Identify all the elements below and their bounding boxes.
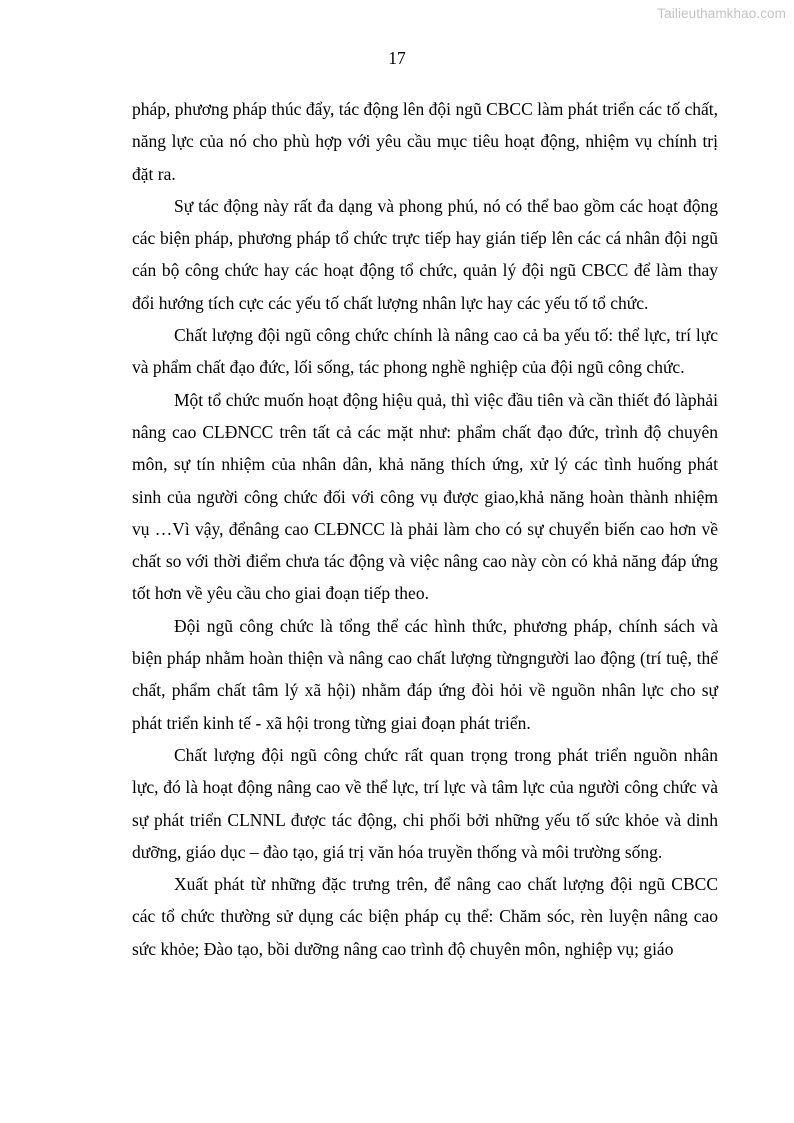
- watermark: Tailieuthamkhao.com: [657, 6, 786, 21]
- paragraph-7: Xuất phát từ những đặc trưng trên, để nâng cao chất lượng đội ngũ CBCC các tổ chức thường sử dụng các biện pháp cụ thể: Chăm sóc, rèn luyện nâng cao sức khỏe; Đào tạo, bồi dưỡng nâng cao trình độ chuyên môn, nghiệp vụ; giáo: [132, 874, 718, 959]
- page-number: 17: [388, 48, 406, 68]
- paragraph-2: Sự tác động này rất đa dạng và phong phú, nó có thể bao gồm các hoạt động các biện pháp, phương pháp tổ chức trực tiếp hay gián tiếp lên các cá nhân đội ngũ cán bộ công chức hay các hoạt động tổ chức, quản lý đội ngũ CBCC để làm thay đổi hướng tích cực các yếu tố chất lượng nhân lực hay các yếu tố tổ chức.: [132, 195, 718, 313]
- paragraph-4: Một tổ chức muốn hoạt động hiệu quả, thì việc đầu tiên và cần thiết đó làphải nâng cao CLĐNCC trên tất cả các mặt như: phẩm chất đạo đức, trình độ chuyên môn, sự tín nhiệm của nhân dân, khả năng thích ứng, xử lý các tình huống phát sinh của người công chức đối với công vụ được giao,khả năng hoàn thành nhiệm vụ …Vì vậy, đểnâng cao CLĐNCC là phải làm cho có sự chuyển biến cao hơn về chất so với thời điểm chưa tác động và việc nâng cao này còn có khả năng đáp ứng tốt hơn về yêu cầu cho giai đoạn tiếp theo.: [132, 389, 718, 604]
- document-body: [132, 93, 718, 965]
- paragraph-5: Đội ngũ công chức là tổng thể các hình thức, phương pháp, chính sách và biện pháp nhằm hoàn thiện và nâng cao chất lượng từngngười lao động (trí tuệ, thể chất, phẩm chất tâm lý xã hội) nhằm đáp ứng đòi hỏi về nguồn nhân lực cho sự phát triển kinh tế - xã hội trong từng giai đoạn phát triển.: [132, 615, 718, 733]
- paragraph-3: Chất lượng đội ngũ công chức chính là nâng cao cả ba yếu tố: thể lực, trí lực và phẩm chất đạo đức, lối sống, tác phong nghề nghiệp của đội ngũ công chức.: [132, 325, 718, 378]
- paragraph-6: Chất lượng đội ngũ công chức rất quan trọng trong phát triển nguồn nhân lực, đó là hoạt động nâng cao về thể lực, trí lực và tâm lực của người công chức và sự phát triển CLNNL được tác động, chi phối bởi những yếu tố sức khỏe và dinh dưỡng, giáo dục – đào tạo, giá trị văn hóa truyền thống và môi trường sống.: [132, 744, 718, 862]
- paragraph-1: pháp, phương pháp thúc đẩy, tác động lên đội ngũ CBCC làm phát triển các tố chất, năng lực của nó cho phù hợp với yêu cầu mục tiêu hoạt động, nhiệm vụ chính trị đặt ra.: [132, 99, 718, 184]
